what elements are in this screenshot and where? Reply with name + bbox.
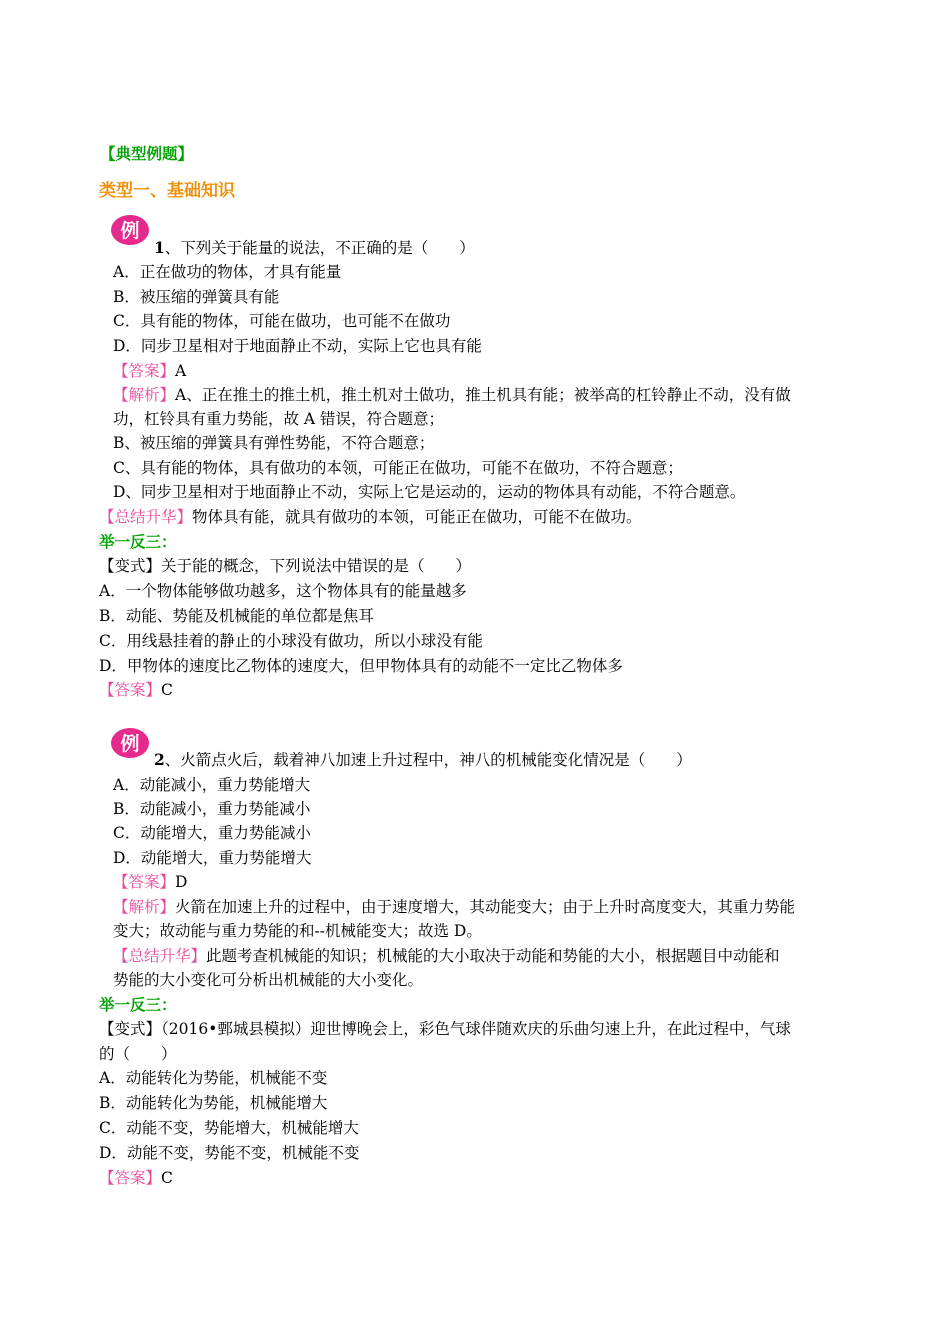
variant1-option-d: D．甲物体的速度比乙物体的速度大，但甲物体具有的动能不一定比乙物体多 xyxy=(99,657,623,675)
bracket-close: 】 xyxy=(159,898,176,916)
example1-option-b: B．被压缩的弹簧具有能 xyxy=(113,288,280,306)
example1-analysis-text: A、正在推土的推土机，推土机对土做功，推土机具有能；被举高的杠铃静止不动，没有做 xyxy=(175,386,791,404)
bracket-close: 】 xyxy=(145,1169,162,1187)
bracket-close: 】 xyxy=(190,947,207,965)
bracket-close: 】 xyxy=(159,386,176,404)
variant1-option-a: A．一个物体能够做功越多，这个物体具有的能量越多 xyxy=(99,582,467,600)
variant1-question xyxy=(99,556,471,576)
practice-heading: 举一反三： xyxy=(99,995,177,1014)
variant-tag: 变式 xyxy=(114,1020,146,1038)
example1-answer xyxy=(113,361,186,381)
example2-question xyxy=(154,750,692,770)
example1-analysis-line-5: D、同步卫星相对于地面静止不动，实际上它是运动的，运动的物体具有动能，不符合题意。 xyxy=(113,483,746,501)
example2-option-a: A．动能减小，重力势能增大 xyxy=(113,776,311,794)
variant1-answer-value: C xyxy=(161,681,173,699)
summary-tag: 总结升华 xyxy=(128,947,191,965)
example2-answer-value: D xyxy=(175,873,188,891)
bracket-open: 【 xyxy=(113,362,129,380)
answer-tag: 答案 xyxy=(128,362,160,380)
variant2-answer xyxy=(99,1168,173,1188)
variant2-option-c: C．动能不变，势能增大，机械能增大 xyxy=(99,1119,359,1137)
bracket-open: 【 xyxy=(113,873,129,891)
variant2-option-d: D．动能不变，势能不变，机械能不变 xyxy=(99,1144,360,1162)
example1-analysis-line-2: 功，杠铃具有重力势能，故 A 错误，符合题意； xyxy=(113,410,445,428)
example1-question-text: 、下列关于能量的说法，不正确的是（ ） xyxy=(164,239,475,257)
example1-option-d: D．同步卫星相对于地面静止不动，实际上它也具有能 xyxy=(113,337,482,355)
analysis-tag: 解析 xyxy=(128,386,160,404)
variant2-option-a: A．动能转化为势能，机械能不变 xyxy=(99,1069,328,1087)
example2-analysis-line-1 xyxy=(113,897,795,917)
example1-summary xyxy=(99,507,642,527)
variant1-answer xyxy=(99,680,173,700)
analysis-tag: 解析 xyxy=(128,898,160,916)
example1-summary-text: 物体具有能，就具有做功的本领，可能正在做功，可能不在做功。 xyxy=(192,508,642,526)
example2-option-b: B．动能减小，重力势能减小 xyxy=(113,800,311,818)
example2-question-text: 、火箭点火后，载着神八加速上升过程中，神八的机械能变化情况是（ ） xyxy=(164,751,692,769)
bracket-open: 【 xyxy=(99,557,115,575)
variant2-answer-value: C xyxy=(161,1169,173,1187)
example1-option-a: A．正在做功的物体，才具有能量 xyxy=(113,263,342,281)
summary-tag: 总结升华 xyxy=(114,508,177,526)
example-badge-icon xyxy=(108,726,152,760)
example2-analysis-line-2: 变大；故动能与重力势能的和--机械能变大；故选 D。 xyxy=(113,922,482,940)
variant1-option-c: C．用线悬挂着的静止的小球没有做功，所以小球没有能 xyxy=(99,632,483,650)
example2-summary-line-1 xyxy=(113,946,780,966)
bracket-close: 】 xyxy=(159,873,176,891)
practice-heading: 举一反三： xyxy=(99,532,177,551)
answer-tag: 答案 xyxy=(128,873,160,891)
bracket-open: 【 xyxy=(99,681,115,699)
example1-answer-value: A xyxy=(175,362,187,380)
bracket-open: 【 xyxy=(99,1169,115,1187)
example1-question xyxy=(154,238,475,258)
example2-answer xyxy=(113,872,187,892)
bracket-close: 】 xyxy=(159,362,176,380)
example2-summary-text: 此题考查机械能的知识；机械能的大小取决于动能和势能的大小，根据题目中动能和 xyxy=(206,947,780,965)
example1-analysis-line-4: C、具有能的物体，具有做功的本领，可能正在做功，可能不在做功，不符合题意； xyxy=(113,459,683,477)
bracket-close: 】 xyxy=(145,681,162,699)
bracket-open: 【 xyxy=(113,386,129,404)
variant2-question-line-1 xyxy=(99,1019,791,1039)
bracket-open: 【 xyxy=(113,898,129,916)
example2-option-d: D．动能增大，重力势能增大 xyxy=(113,849,312,867)
example1-number: 1 xyxy=(154,238,165,257)
example1-option-c: C．具有能的物体，可能在做功，也可能不在做功 xyxy=(113,312,451,330)
example2-option-c: C．动能增大，重力势能减小 xyxy=(113,824,311,842)
example-badge-glyph: 例 xyxy=(120,220,140,242)
variant2-question-line-2: 的（ ） xyxy=(99,1045,177,1063)
variant1-option-b: B．动能、势能及机械能的单位都是焦耳 xyxy=(99,607,374,625)
answer-tag: 答案 xyxy=(114,681,146,699)
example2-number: 2 xyxy=(154,750,165,769)
variant2-question-text: （2016•鄄城县模拟）迎世博晚会上，彩色气球伴随欢庆的乐曲匀速上升，在此过程中，气球 xyxy=(161,1020,791,1038)
bracket-close: 】 xyxy=(145,1020,162,1038)
answer-tag: 答案 xyxy=(114,1169,146,1187)
variant1-question-text: 关于能的概念，下列说法中错误的是（ ） xyxy=(161,557,472,575)
example2-analysis-text: 火箭在加速上升的过程中，由于速度增大，其动能变大；由于上升时高度变大，其重力势能 xyxy=(175,898,796,916)
example1-analysis-line-1 xyxy=(113,385,791,405)
example2-summary-line-2: 势能的大小变化可分析出机械能的大小变化。 xyxy=(113,971,424,989)
bracket-close: 】 xyxy=(145,557,162,575)
example-badge-glyph: 例 xyxy=(120,733,140,755)
section-title: 【典型例题】 xyxy=(100,144,194,163)
variant-tag: 变式 xyxy=(114,557,146,575)
bracket-close: 】 xyxy=(176,508,193,526)
variant2-option-b: B．动能转化为势能，机械能增大 xyxy=(99,1094,328,1112)
bracket-open: 【 xyxy=(99,508,115,526)
type-heading: 类型一、基础知识 xyxy=(99,181,235,201)
example-badge-icon xyxy=(108,213,152,247)
bracket-open: 【 xyxy=(99,1020,115,1038)
example1-analysis-line-3: B、被压缩的弹簧具有弹性势能，不符合题意； xyxy=(113,434,435,452)
bracket-open: 【 xyxy=(113,947,129,965)
